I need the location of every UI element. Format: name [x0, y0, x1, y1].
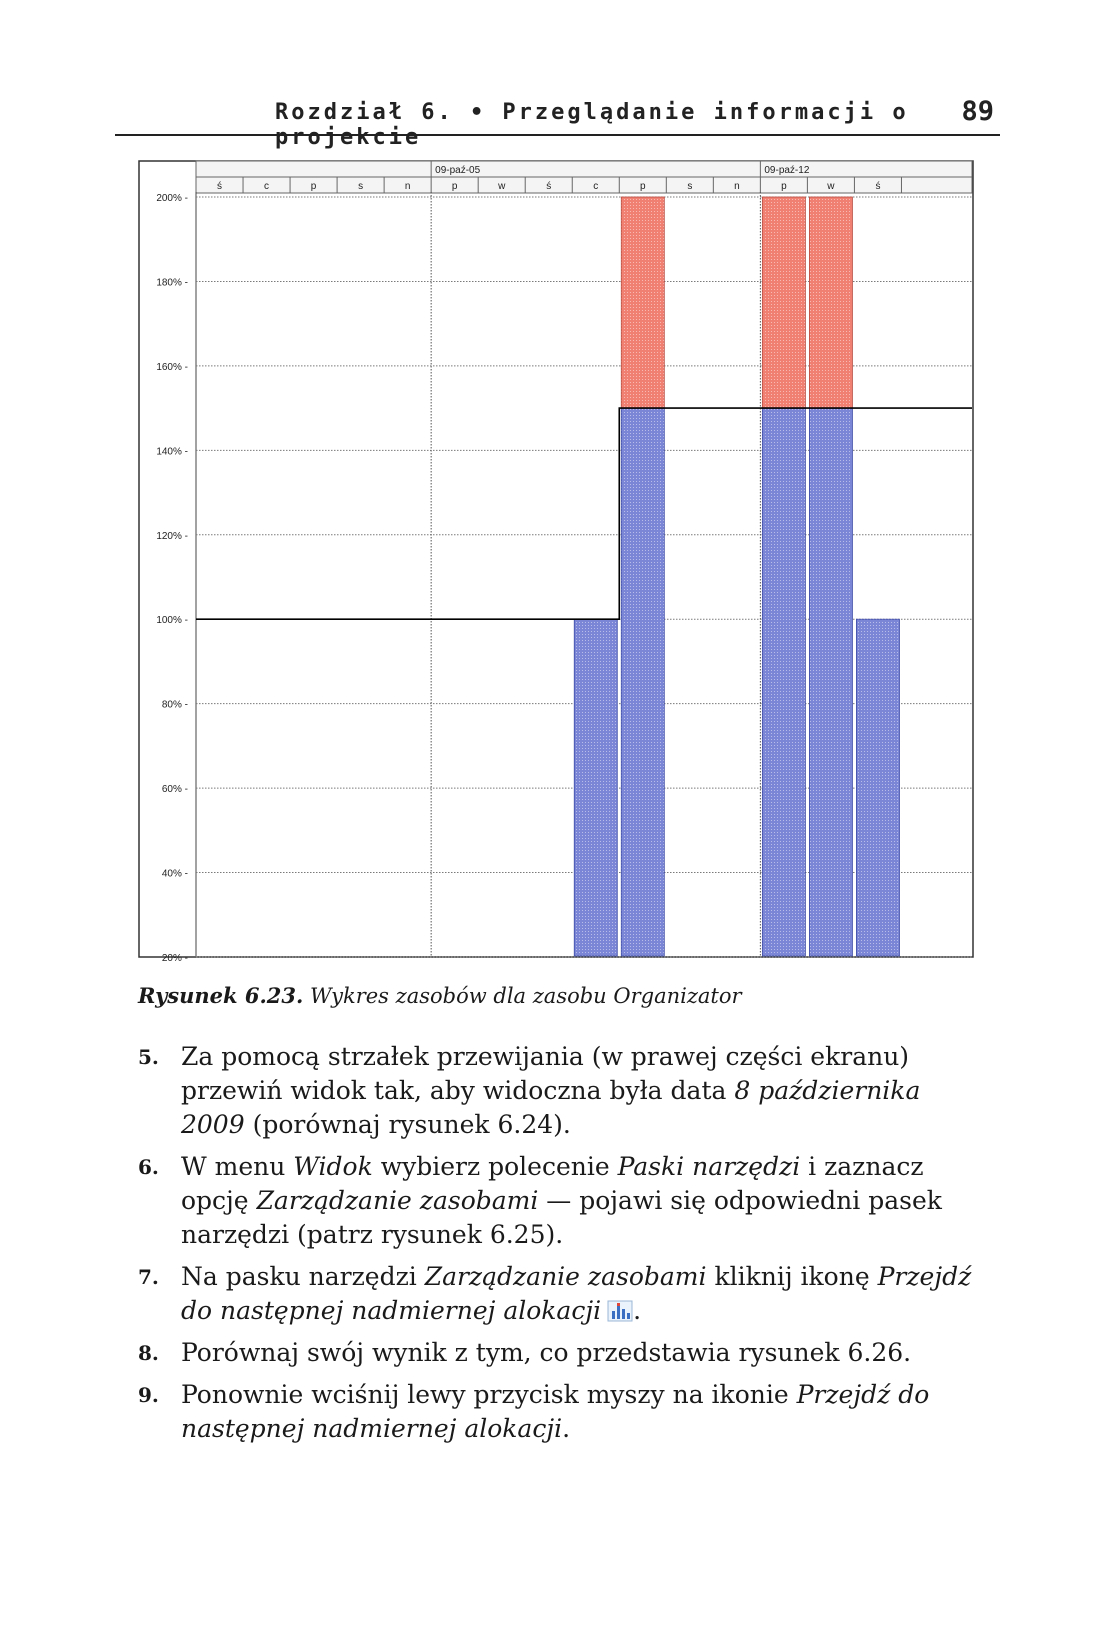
day-label: p — [310, 181, 317, 192]
step-number: 8. — [138, 1341, 159, 1365]
day-label: s — [687, 181, 693, 192]
y-tick-label: 20% - — [161, 953, 188, 964]
day-label: p — [781, 181, 787, 192]
step-6: 6. W menu Widok wybierz polecenie Paski narzędzi i zaznacz opcję Zarządzanie zasobami — pojawi się odpowiedni pasek narzędzi (patrz rysunek 6.25). — [138, 1152, 942, 1249]
week-label: 09-paź-12 — [764, 165, 810, 176]
resource-graph — [138, 160, 974, 964]
y-tick-label: 180% - — [156, 277, 188, 289]
step-5: 5. Za pomocą strzałek przewijania (w prawej części ekranu) przewiń widok tak, aby widoczna była data 8 października 2009 (porównaj rysunek 6.24). — [138, 1042, 921, 1139]
day-label: c — [264, 181, 270, 192]
step-number: 9. — [138, 1383, 159, 1407]
resource-graph-figure — [138, 160, 974, 964]
day-label: c — [593, 181, 599, 192]
step-number: 5. — [138, 1045, 159, 1069]
y-tick-label: 40% - — [161, 868, 188, 880]
allocation-bar — [762, 408, 805, 956]
caption-label: Rysunek 6.23. — [138, 983, 304, 1008]
overallocation-bar — [762, 197, 805, 408]
next-overallocation-icon — [607, 1297, 633, 1319]
y-tick-label: 80% - — [161, 699, 188, 711]
day-label: n — [734, 181, 740, 192]
allocation-bar — [856, 619, 899, 956]
day-label: ś — [217, 181, 223, 192]
day-label: p — [640, 181, 646, 192]
step-number: 7. — [138, 1265, 159, 1289]
overallocation-bar — [809, 197, 852, 408]
running-title: Rozdział 6. • Przeglądanie informacji o projekcie — [275, 100, 909, 150]
step-8: 8. Porównaj swój wynik z tym, co przedstawia rysunek 6.26. — [138, 1336, 988, 1370]
day-label: ś — [546, 181, 552, 192]
y-tick-label: 100% - — [156, 615, 188, 627]
y-tick-label: 160% - — [156, 361, 188, 373]
page-number: 89 — [961, 96, 994, 127]
step-7: 7. Na pasku narzędzi Zarządzanie zasobami kliknij ikonę Przejdź do następnej nadmiernej alokacji . — [138, 1262, 972, 1325]
allocation-bar — [621, 408, 664, 956]
day-label: p — [451, 181, 458, 192]
day-label: w — [498, 181, 506, 192]
y-tick-label: 120% - — [156, 530, 188, 542]
day-label: n — [404, 181, 411, 192]
instruction-list — [138, 1040, 988, 1454]
day-label: s — [358, 181, 364, 192]
overallocation-bar — [621, 197, 664, 408]
caption-text: Wykres zasobów dla zasobu Organizator — [303, 984, 742, 1008]
allocation-bar — [809, 408, 852, 956]
figure-caption — [138, 983, 742, 1008]
y-tick-label: 60% - — [161, 784, 188, 796]
day-label: ś — [875, 181, 881, 192]
allocation-bar — [574, 619, 617, 956]
step-9: 9. Ponownie wciśnij lewy przycisk myszy na ikonie Przejdź do następnej nadmiernej alokacji. — [138, 1380, 930, 1443]
y-tick-label: 140% - — [156, 446, 188, 458]
week-label: 09-paź-05 — [435, 165, 481, 176]
y-tick-label: 200% - — [156, 193, 188, 204]
page-header — [115, 96, 1000, 150]
day-label: w — [827, 181, 835, 192]
step-number: 6. — [138, 1155, 159, 1179]
